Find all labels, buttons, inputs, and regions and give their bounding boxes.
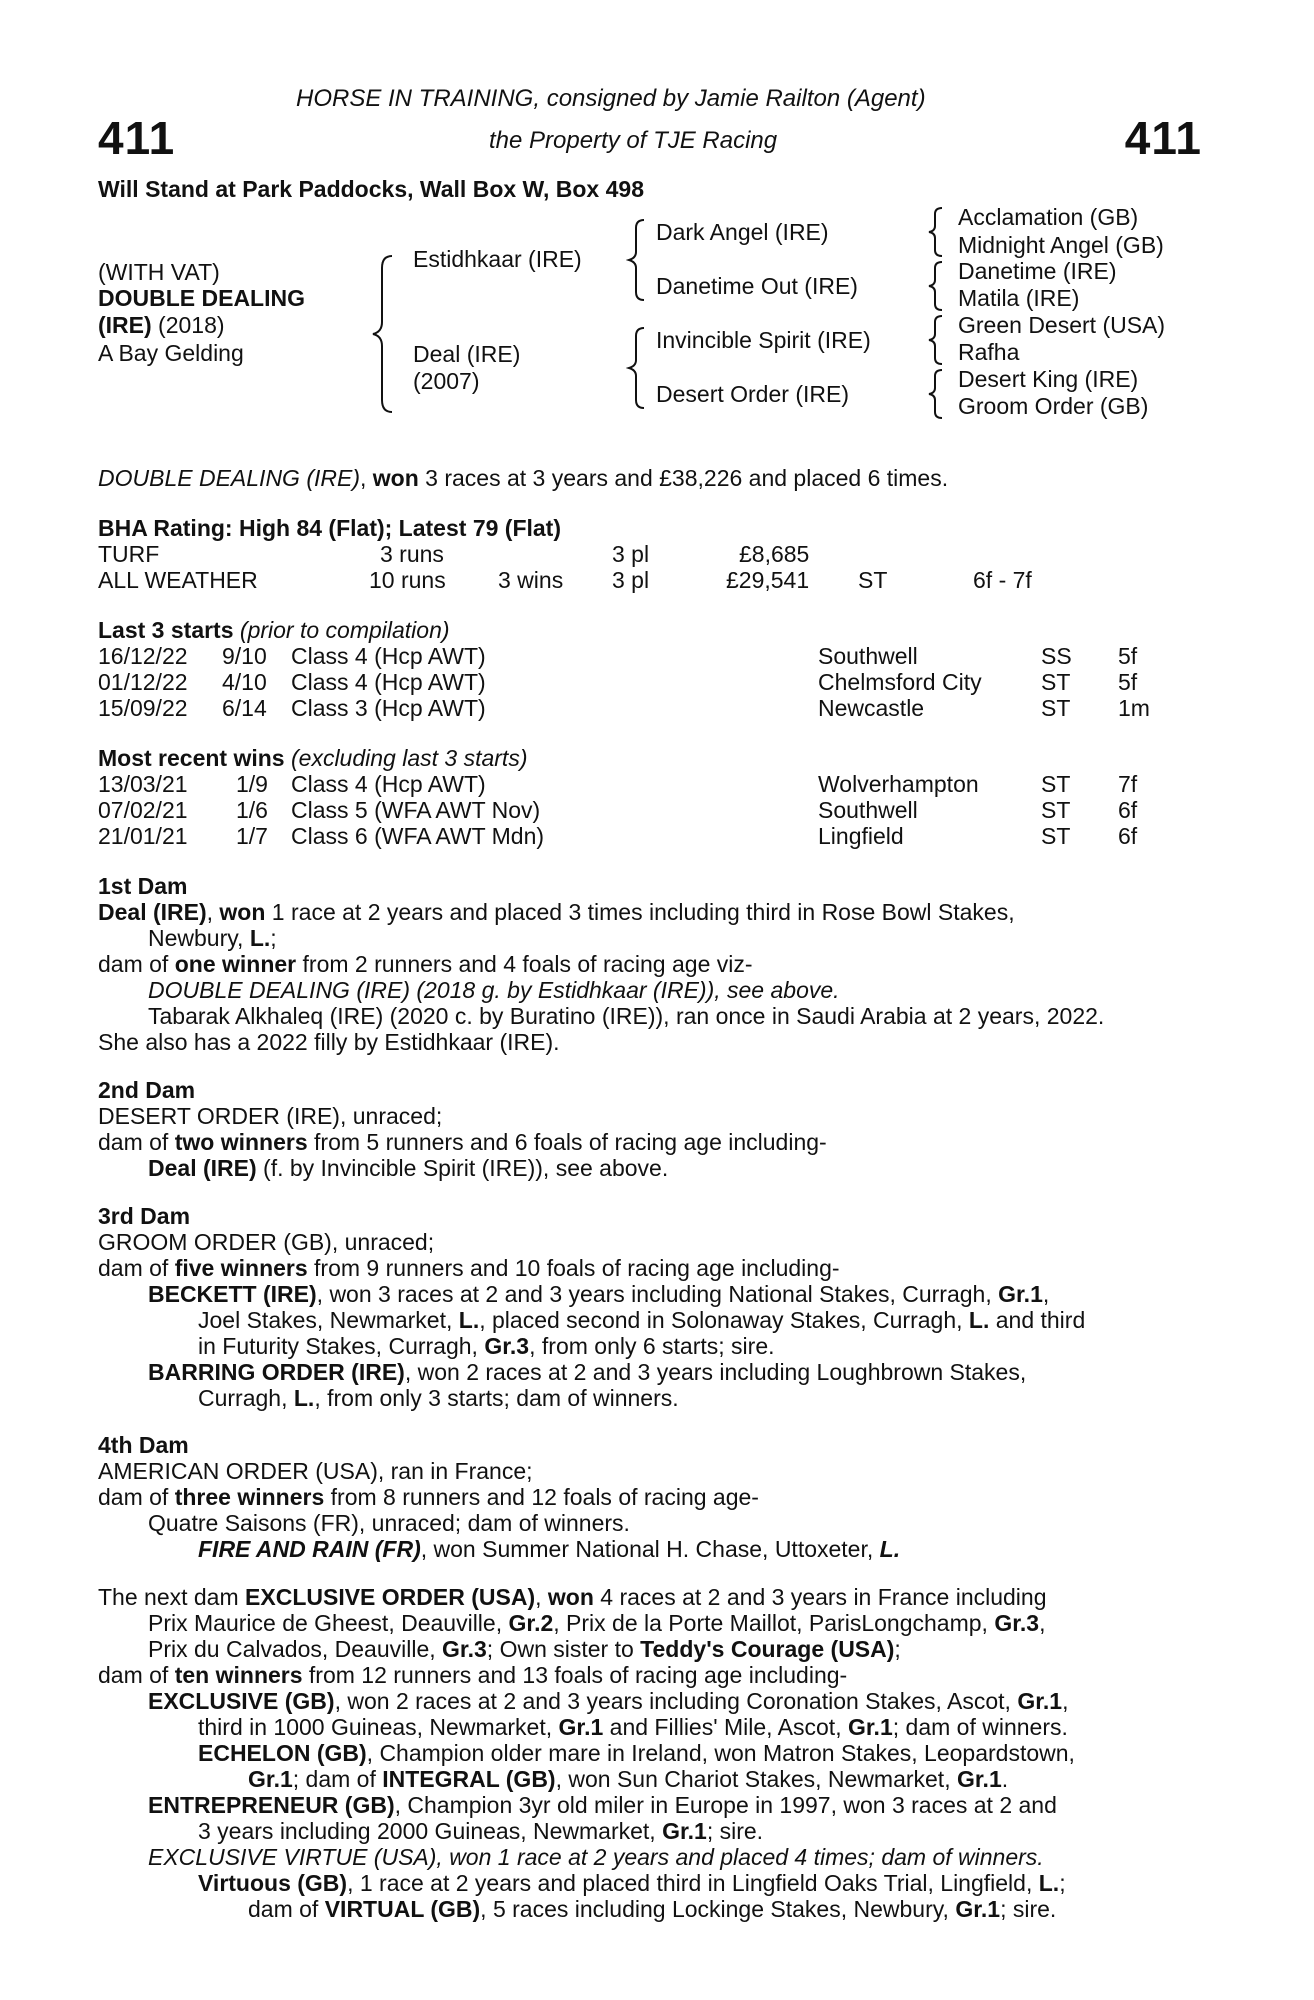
text-segment: three winners [174, 1484, 325, 1510]
text-segment: , [206, 899, 220, 925]
brace-sd [926, 260, 946, 312]
text-segment: 15/09/22 [98, 695, 188, 721]
text-line [98, 1636, 1208, 1662]
text-line [98, 1333, 1208, 1359]
text-segment: from 5 runners and 6 foals of racing age including- [307, 1129, 827, 1155]
text-segment: L. [458, 1307, 480, 1333]
text-segment: Quatre Saisons (FR), unraced; dam of winners. [148, 1510, 630, 1536]
text-segment: Gr.3 [484, 1333, 530, 1359]
win-row [98, 797, 1208, 823]
text-line [98, 1129, 1208, 1155]
text-segment: Joel Stakes, Newmarket, [198, 1307, 459, 1333]
text-segment: £8,685 [739, 541, 810, 567]
text-segment: , placed second in Solonaway Stakes, Curragh, [479, 1307, 969, 1333]
text-line [98, 617, 1208, 643]
ped-sss: Acclamation (GB) [958, 204, 1139, 230]
text-segment: won [219, 899, 266, 925]
text-segment: 21/01/21 [98, 823, 188, 849]
sire-dam: Danetime Out (IRE) [656, 273, 858, 299]
text-segment: ; sire. [706, 1818, 764, 1844]
text-line [98, 1688, 1208, 1714]
text-segment: 5f [1118, 669, 1138, 695]
text-segment: Wolverhampton [818, 771, 979, 797]
text-segment: 10 runs [369, 567, 446, 593]
text-segment: TURF [98, 541, 160, 567]
text-segment: Class 5 (WFA AWT Nov) [291, 797, 541, 823]
text-segment: Newcastle [818, 695, 925, 721]
text-segment: AMERICAN ORDER (USA), ran in France; [98, 1458, 533, 1484]
text-segment: Most recent wins [98, 745, 285, 771]
text-line [98, 899, 1208, 925]
text-segment: dam of [98, 1484, 175, 1510]
text-segment: , [1042, 1281, 1050, 1307]
text-segment: (prior to compilation) [233, 617, 450, 643]
start-row [98, 695, 1208, 721]
vat-note: (WITH VAT) [98, 259, 220, 285]
text-segment: Gr.1 [956, 1766, 1002, 1792]
text-segment: FIRE AND RAIN (FR) [198, 1536, 421, 1562]
text-segment: ST [1041, 797, 1071, 823]
text-segment: Gr.1 [1017, 1688, 1063, 1714]
text-segment: two winners [174, 1129, 308, 1155]
text-segment: from 2 runners and 4 foals of racing age viz- [296, 951, 753, 977]
sire-sire: Dark Angel (IRE) [656, 219, 829, 245]
text-segment: Gr.1 [558, 1714, 604, 1740]
text-segment: , won Sun Chariot Stakes, Newmarket, [555, 1766, 957, 1792]
brace-ds [926, 314, 946, 366]
text-segment: Gr.3 [442, 1636, 487, 1662]
next-dam-section [98, 1584, 1208, 1922]
text-segment: ST [1041, 823, 1071, 849]
text-segment: DOUBLE DEALING (IRE) [98, 465, 360, 491]
text-segment: Last 3 starts [98, 617, 234, 643]
text-segment: GROOM ORDER (GB), unraced; [98, 1229, 435, 1255]
text-segment: 3 years including 2000 Guineas, Newmarket, [198, 1818, 663, 1844]
text-segment: from 8 runners and 12 foals of racing age- [324, 1484, 759, 1510]
text-segment: Class 4 (Hcp AWT) [291, 643, 486, 669]
text-segment: Deal (IRE) [148, 1155, 257, 1181]
text-segment: five winners [174, 1255, 308, 1281]
text-segment: ENTREPRENEUR (GB) [148, 1792, 395, 1818]
text-segment: ; dam of winners. [892, 1714, 1068, 1740]
rating-row-turf [98, 541, 1208, 567]
text-segment: The next dam [98, 1584, 246, 1610]
ped-sdd: Matila (IRE) [958, 285, 1080, 311]
ped-sds: Danetime (IRE) [958, 258, 1117, 284]
ratings-section [98, 515, 1208, 593]
text-segment: (f. by Invincible Spirit (IRE)), see above. [256, 1155, 669, 1181]
text-segment: 3 races at 3 years and £38,226 and placed 6 times. [418, 465, 949, 491]
property-line: the Property of TJE Racing [489, 127, 778, 154]
text-segment: She also has a 2022 filly by Estidhkaar (IRE). [98, 1029, 560, 1055]
text-segment: BARRING ORDER (IRE) [148, 1359, 405, 1385]
lot-number-left: 411 [98, 112, 176, 164]
text-segment: won [372, 465, 419, 491]
text-line [98, 1766, 1208, 1792]
text-segment: dam of [98, 951, 175, 977]
text-segment: 1/9 [236, 771, 268, 797]
text-segment: from 12 runners and 13 foals of racing age including- [302, 1662, 848, 1688]
ped-ssd: Midnight Angel (GB) [958, 232, 1164, 258]
text-segment: , from only 6 starts; sire. [529, 1333, 775, 1359]
text-segment: Class 4 (Hcp AWT) [291, 669, 486, 695]
text-segment: Gr.2 [508, 1610, 554, 1636]
text-line [98, 1740, 1208, 1766]
text-segment: DOUBLE DEALING (IRE) (2018 g. by Estidhkaar (IRE)), see above. [148, 977, 840, 1003]
text-segment: ; dam of [292, 1766, 383, 1792]
start-row [98, 643, 1208, 669]
text-segment: Gr.1 [998, 1281, 1043, 1307]
text-segment: , from only 3 starts; dam of winners. [314, 1385, 679, 1411]
dam-sire: Invincible Spirit (IRE) [656, 327, 871, 353]
text-segment: won [547, 1584, 594, 1610]
text-segment: 4 races at 2 and 3 years in France including [593, 1584, 1047, 1610]
text-segment: Tabarak Alkhaleq (IRE) (2020 c. by Buratino (IRE)), ran once in Saudi Arabia at 2 years, 2022. [148, 1003, 1105, 1029]
text-segment: 3 runs [380, 541, 444, 567]
text-segment: EXCLUSIVE ORDER (USA) [245, 1584, 536, 1610]
text-line [98, 1610, 1208, 1636]
text-segment: 7f [1118, 771, 1138, 797]
text-segment: Teddy's Courage (USA) [640, 1636, 895, 1662]
text-line [98, 1155, 1208, 1181]
text-segment: ECHELON (GB) [198, 1740, 367, 1766]
text-segment: 3 pl [612, 567, 650, 593]
text-line [98, 1896, 1208, 1922]
text-segment: ; [894, 1636, 901, 1662]
text-segment: Southwell [818, 643, 918, 669]
text-segment: Deal (IRE) [98, 899, 207, 925]
text-segment: Chelmsford City [818, 669, 982, 695]
horse-description: A Bay Gelding [98, 340, 244, 366]
text-segment: INTEGRAL (GB) [382, 1766, 556, 1792]
text-segment: 1st Dam [98, 873, 188, 899]
text-segment: Prix du Calvados, Deauville, [148, 1636, 443, 1662]
text-segment: Class 3 (Hcp AWT) [291, 695, 486, 721]
ped-dsd: Rafha [958, 339, 1020, 365]
text-segment: , Champion older mare in Ireland, won Matron Stakes, Leopardstown, [366, 1740, 1075, 1766]
horse-year: (2018) [151, 312, 225, 338]
text-segment: Gr.3 [994, 1610, 1040, 1636]
dam-year: (2007) [413, 368, 480, 394]
text-segment: 6/14 [222, 695, 267, 721]
win-row [98, 823, 1208, 849]
start-row [98, 669, 1208, 695]
text-segment: L. [879, 1536, 901, 1562]
text-segment: 1 race at 2 years and placed 3 times including third in Rose Bowl Stakes, [265, 899, 1015, 925]
sire-brace [626, 218, 648, 302]
text-segment: ; sire. [1000, 1896, 1057, 1922]
text-segment: , 5 races including Lockinge Stakes, Newbury, [480, 1896, 956, 1922]
text-segment: 1m [1118, 695, 1150, 721]
text-segment: 4th Dam [98, 1432, 189, 1458]
text-segment: 4/10 [222, 669, 267, 695]
horse-suffix-year [98, 312, 225, 338]
text-line [98, 1359, 1208, 1385]
text-segment: dam of [248, 1896, 325, 1922]
text-segment: BECKETT (IRE) [148, 1281, 317, 1307]
text-line [98, 1584, 1208, 1610]
text-line [98, 1818, 1208, 1844]
text-segment: third in 1000 Guineas, Newmarket, [198, 1714, 559, 1740]
text-segment: dam of [98, 1129, 175, 1155]
text-segment: , [1062, 1688, 1069, 1714]
text-segment: , Prix de la Porte Maillot, ParisLongchamp, [553, 1610, 995, 1636]
text-line [98, 1536, 1208, 1562]
dam-dam: Desert Order (IRE) [656, 381, 849, 407]
text-segment: VIRTUAL (GB) [324, 1896, 481, 1922]
text-segment: dam of [98, 1662, 175, 1688]
text-segment: Virtuous (GB) [198, 1870, 348, 1896]
text-segment: ten winners [174, 1662, 303, 1688]
text-segment: from 9 runners and 10 foals of racing age including- [307, 1255, 840, 1281]
ped-ddd: Groom Order (GB) [958, 393, 1149, 419]
text-line [98, 925, 1208, 951]
text-segment: ST [1041, 695, 1071, 721]
text-segment: , won Summer National H. Chase, Uttoxeter, [420, 1536, 880, 1562]
text-segment: Newbury, [148, 925, 250, 951]
text-segment: and third [989, 1307, 1086, 1333]
horse-country: (IRE) [98, 312, 152, 338]
text-segment: and Fillies' Mile, Ascot, [603, 1714, 848, 1740]
text-line [98, 1714, 1208, 1740]
text-segment: . [1001, 1766, 1009, 1792]
text-segment: 3rd Dam [98, 1203, 191, 1229]
text-segment: dam of [98, 1255, 175, 1281]
bha-rating: BHA Rating: High 84 (Flat); Latest 79 (Flat) [98, 515, 561, 541]
text-segment: EXCLUSIVE VIRTUE (USA), won 1 race at 2 years and placed 4 times; dam of winners. [148, 1844, 1044, 1870]
horse-name: DOUBLE DEALING [98, 285, 305, 311]
text-segment: ; [1059, 1870, 1066, 1896]
text-segment: one winner [174, 951, 297, 977]
text-segment: L. [968, 1307, 990, 1333]
race-summary: DOUBLE DEALING (IRE), won 3 races at 3 years and £38,226 and placed 6 times. [98, 465, 949, 491]
text-segment: 01/12/22 [98, 669, 188, 695]
text-segment: L. [293, 1385, 315, 1411]
text-segment: Gr.1 [955, 1896, 1001, 1922]
text-segment: 5f [1118, 643, 1138, 669]
text-segment: L. [1038, 1870, 1060, 1896]
text-line [98, 1484, 1208, 1510]
third-dam-section [98, 1203, 1208, 1411]
text-line [98, 1662, 1208, 1688]
text-segment: 9/10 [222, 643, 267, 669]
text-line [98, 1281, 1208, 1307]
second-dam-section [98, 1077, 1208, 1181]
text-segment: EXCLUSIVE (GB) [148, 1688, 335, 1714]
lot-number-right: 411 [1124, 112, 1202, 164]
text-segment: (excluding last 3 starts) [284, 745, 528, 771]
text-segment: ST [1041, 771, 1071, 797]
text-segment: , won 3 races at 2 and 3 years including National Stakes, Curragh, [316, 1281, 999, 1307]
text-segment: 07/02/21 [98, 797, 188, 823]
dam: Deal (IRE) [413, 341, 521, 367]
text-segment: SS [1041, 643, 1072, 669]
text-segment: ALL WEATHER [98, 567, 258, 593]
text-segment: Curragh, [198, 1385, 294, 1411]
text-segment: , [535, 1584, 548, 1610]
text-segment: in Futurity Stakes, Curragh, [198, 1333, 485, 1359]
text-line [98, 1255, 1208, 1281]
text-segment: 3 pl [612, 541, 650, 567]
text-segment: Lingfield [818, 823, 904, 849]
text-segment: , [1039, 1610, 1046, 1636]
text-segment: , won 2 races at 2 and 3 years including Coronation Stakes, Ascot, [334, 1688, 1018, 1714]
text-segment: Southwell [818, 797, 918, 823]
text-segment: , won 2 races at 2 and 3 years including Loughbrown Stakes, [404, 1359, 1027, 1385]
text-segment: Gr.1 [248, 1766, 293, 1792]
last-starts-section [98, 617, 1208, 721]
ped-dss: Green Desert (USA) [958, 312, 1166, 338]
stand-location: Will Stand at Park Paddocks, Wall Box W, Box 498 [98, 176, 644, 202]
text-segment: ST [858, 567, 888, 593]
main-brace [370, 254, 396, 414]
recent-wins-section [98, 745, 1208, 849]
text-segment: 6f - 7f [973, 567, 1032, 593]
text-segment: Gr.1 [662, 1818, 707, 1844]
text-segment: 1/7 [236, 823, 268, 849]
text-segment: 3 wins [498, 567, 564, 593]
text-segment: 13/03/21 [98, 771, 188, 797]
text-segment: Class 4 (Hcp AWT) [291, 771, 486, 797]
text-segment: Class 6 (WFA AWT Mdn) [291, 823, 545, 849]
text-segment: 2nd Dam [98, 1077, 196, 1103]
text-segment: ST [1041, 669, 1071, 695]
text-line [98, 1385, 1208, 1411]
rating-row-aw [98, 567, 1208, 593]
text-segment: 6f [1118, 823, 1138, 849]
dam-brace [626, 326, 648, 410]
text-segment: 16/12/22 [98, 643, 188, 669]
text-line [98, 745, 1208, 771]
text-segment: , Champion 3yr old miler in Europe in 1997, won 3 races at 2 and [394, 1792, 1057, 1818]
text-line [98, 951, 1208, 977]
text-segment: Prix Maurice de Gheest, Deauville, [148, 1610, 509, 1636]
fourth-dam-section [98, 1432, 1208, 1562]
text-segment: ; Own sister to [486, 1636, 641, 1662]
brace-dd [926, 368, 946, 420]
win-row [98, 771, 1208, 797]
text-segment: L. [249, 925, 271, 951]
ped-dds: Desert King (IRE) [958, 366, 1139, 392]
text-segment: DESERT ORDER (IRE), unraced; [98, 1103, 443, 1129]
text-line [98, 1792, 1208, 1818]
consignor-line: HORSE IN TRAINING, consigned by Jamie Railton (Agent) [296, 85, 926, 112]
text-segment: ; [270, 925, 277, 951]
first-dam-section [98, 873, 1208, 1055]
text-segment: Gr.1 [847, 1714, 893, 1740]
text-line [98, 1307, 1208, 1333]
text-segment: 6f [1118, 797, 1138, 823]
sire: Estidhkaar (IRE) [413, 246, 582, 272]
brace-ss [926, 206, 946, 258]
text-segment: 1/6 [236, 797, 268, 823]
text-line [98, 1870, 1208, 1896]
text-segment: £29,541 [726, 567, 810, 593]
text-segment: , 1 race at 2 years and placed third in Lingfield Oaks Trial, Lingfield, [347, 1870, 1039, 1896]
